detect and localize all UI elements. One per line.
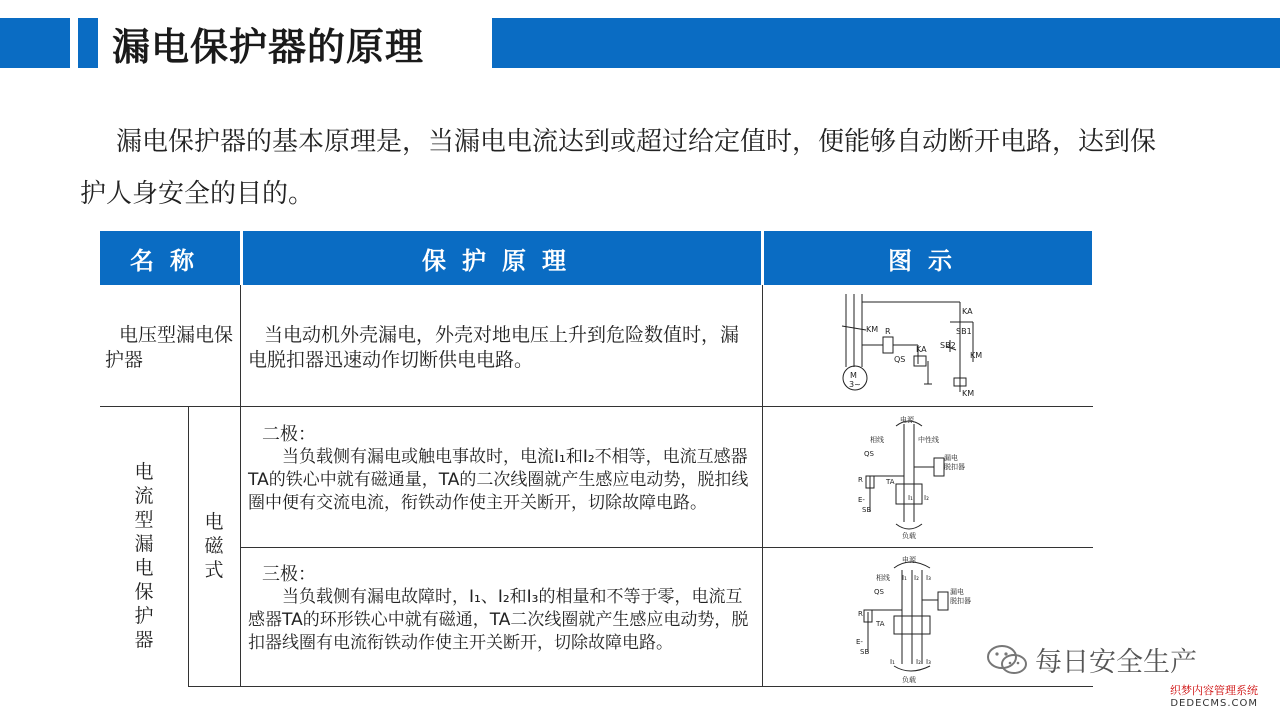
header-name: 名称: [100, 231, 240, 285]
d1-m: M: [850, 371, 857, 380]
wechat-icon: [985, 643, 1029, 677]
voltage-type-diagram: [838, 292, 998, 402]
d1-r: R: [885, 327, 891, 336]
d3-trip: 脱扣器: [950, 597, 971, 605]
d2-r: R: [858, 476, 863, 484]
d3-i3-top: I₃: [926, 574, 931, 582]
d3-i2: I₂: [916, 658, 921, 666]
header-bar-left: [0, 18, 70, 68]
col-divider-sub: [188, 406, 189, 687]
d3-ta: TA: [876, 620, 885, 628]
d1-m3: 3~: [849, 380, 861, 389]
d1-sb1: SB1: [956, 327, 972, 336]
d3-i3: I₃: [926, 658, 931, 666]
header-bar-right: [492, 18, 1280, 68]
d3-e: E-: [856, 638, 863, 646]
d3-i1-top: I₁: [902, 574, 907, 582]
d3-i2-top: I₂: [914, 574, 919, 582]
voltage-type-name: 电压型漏电保护器: [105, 324, 234, 371]
d2-neutral: 中性线: [918, 436, 939, 444]
voltage-type-principle: 当电动机外壳漏电，外壳对地电压上升到危险数值时，漏电脱扣器迅速动作切断供电电路。: [248, 324, 740, 371]
site-watermark: [1170, 684, 1258, 710]
col-divider-1: [240, 285, 241, 687]
header-bar-mid: [78, 18, 98, 68]
three-pole-title: 三极：: [262, 564, 316, 585]
intro-text: 漏电保护器的基本原理是，当漏电电流达到或超过给定值时，便能够自动断开电路，达到保护人身安全的目的。: [80, 127, 1157, 209]
d3-r: R: [858, 610, 863, 618]
d2-leak: 漏电: [944, 454, 958, 462]
three-pole-text: 当负载侧有漏电故障时，I₁、I₂和I₃的相量和不等于零，电流互感器TA的环形铁心中就有磁通，TA二次线圈就产生感应电动势，脱扣器线圈有电流衔铁动作使主开关断开，切除故障电路。: [248, 587, 749, 653]
d3-qs: QS: [874, 588, 884, 596]
d2-i2: I₂: [924, 494, 929, 502]
d3-phase: 相线: [876, 574, 890, 582]
current-type-sub: 电磁式: [204, 511, 224, 581]
watermark: [985, 640, 1197, 679]
row-divider-1: [100, 406, 1093, 407]
d3-leak: 漏电: [950, 588, 964, 596]
page-title: 漏电保护器的原理: [112, 25, 425, 69]
site-en: DEDECMS.COM: [1170, 698, 1258, 709]
site-cn: 织梦内容管理系统: [1170, 684, 1258, 697]
d1-km: KM: [970, 351, 983, 360]
d3-power: 电源: [902, 556, 916, 564]
watermark-text: 每日安全生产: [1035, 647, 1197, 678]
d2-ta: TA: [886, 478, 895, 486]
d3-i1: I₁: [890, 658, 895, 666]
d2-i1: I₁: [908, 494, 913, 502]
d2-load: 负载: [902, 532, 916, 540]
table-bottom: [188, 686, 1093, 687]
col-divider-2: [762, 285, 763, 687]
d1-ka2: KA: [916, 345, 927, 354]
two-pole-text: 当负载侧有漏电或触电事故时，电流I₁和I₂不相等，电流互感器TA的铁心中就有磁通量，TA的二次线圈就产生感应电动势，脱扣线圈中便有交流电流，衔铁动作使主开关断开，切除故障电路。: [248, 447, 749, 513]
header-diagram: 图示: [764, 231, 1092, 285]
d2-phase: 相线: [870, 436, 884, 444]
current-type-name: 电流型漏电保护器: [134, 461, 154, 651]
three-pole-diagram: [850, 552, 990, 684]
d1-km3: KM: [962, 389, 975, 398]
d2-e: E-: [858, 496, 865, 504]
d3-load: 负载: [902, 676, 916, 684]
row-divider-2: [240, 547, 1093, 548]
header-principle: 保护原理: [243, 231, 761, 285]
d1-qs: QS: [894, 355, 906, 364]
d1-ka: KA: [962, 307, 973, 316]
d1-km2: KM: [866, 325, 879, 334]
d2-sb: SB: [862, 506, 872, 514]
d2-qs: QS: [864, 450, 874, 458]
d2-power: 电源: [900, 416, 914, 424]
two-pole-title: 二极：: [262, 424, 316, 445]
two-pole-diagram: [856, 412, 986, 542]
d3-sb: SB: [860, 648, 870, 656]
d2-trip: 脱扣器: [944, 463, 965, 471]
intro-paragraph: [80, 116, 1180, 220]
d1-sb2: SB2: [940, 341, 956, 350]
